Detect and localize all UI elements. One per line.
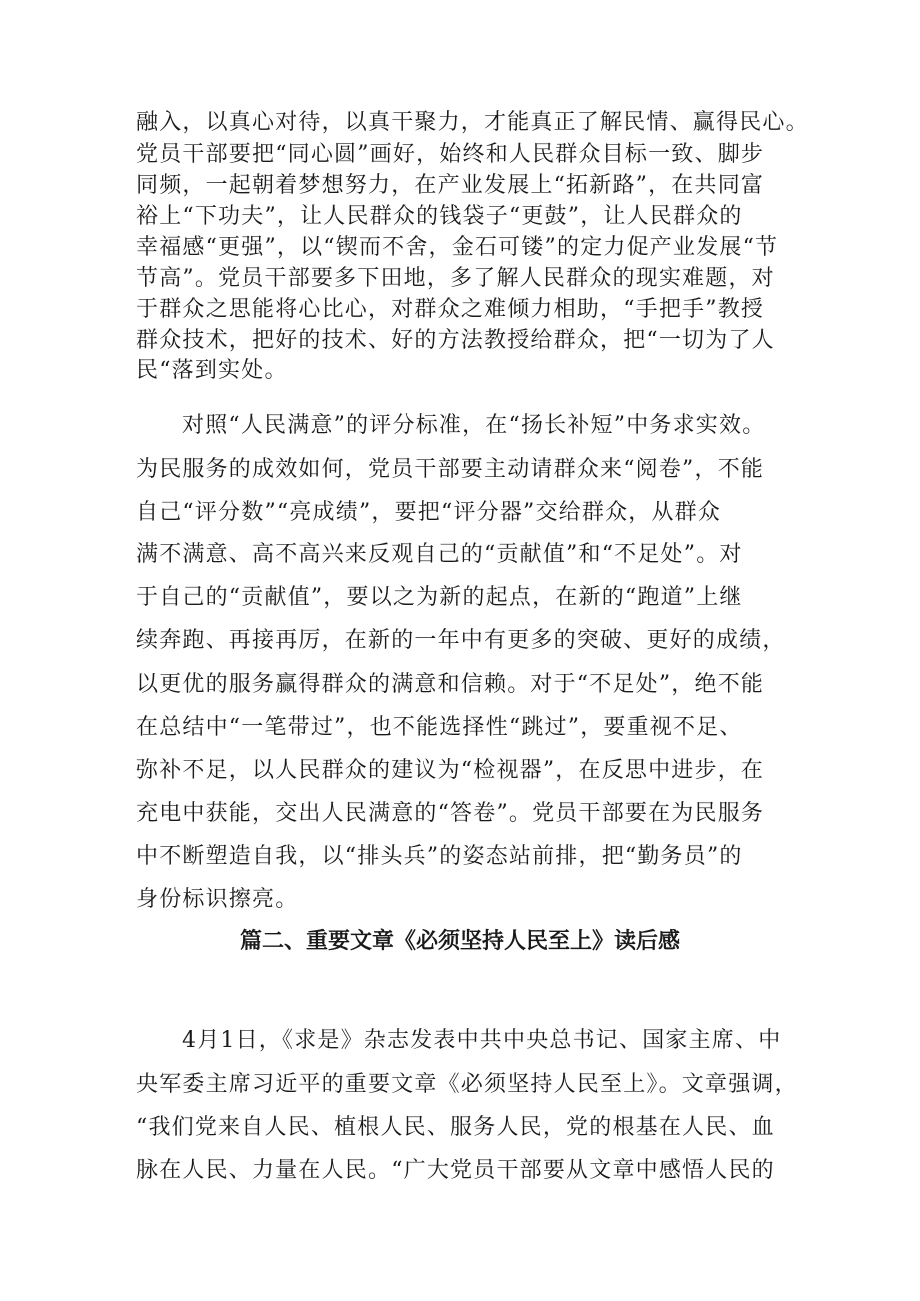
text-line: 对照“人民满意”的评分标准，在“扬长补短”中务求实效。 [182, 413, 766, 438]
text-line: 中不断塑造自我，以“排头兵”的姿态站前排，把“勤务员”的 [136, 844, 743, 869]
text-line: 脉在人民、力量在人民。“广大党员干部要从文章中感悟人民的 [136, 1158, 775, 1183]
text-line: 节高”。党员干部要多下田地，多了解人民群众的现实难题，对 [136, 266, 775, 291]
text-line: 同频，一起朝着梦想努力，在产业发展上“拓新路”，在共同富 [136, 173, 765, 198]
text-line: 以更优的服务赢得群众的满意和信赖。对于“不足处”，绝不能 [136, 672, 765, 697]
text-line: 满不满意、高不高兴来反观自己的“贡献值”和“不足处”。对 [136, 542, 743, 567]
text-line: 融入，以真心对待，以真干聚力，才能真正了解民情、赢得民心。 [136, 110, 809, 135]
text-line: 续奔跑、再接再厉，在新的一年中有更多的突破、更好的成绩， [136, 628, 786, 653]
text-line: 4月1日，《求是》杂志发表中共中央总书记、国家主席、中 [182, 1028, 782, 1053]
text-line: 裕上“下功夫”，让人民群众的钱袋子“更鼓”，让人民群众的 [136, 204, 743, 229]
text-line: 群众技术，把好的技术、好的方法教授给群众，把“一切为了人 [136, 328, 775, 353]
text-line: 自己“评分数”“亮成绩”，要把“评分器”交给群众，从群众 [136, 500, 722, 525]
text-line: 幸福感“更强”，以“锲而不舍，金石可镂”的定力促产业发展“节 [136, 235, 779, 260]
text-line: “我们党来自人民、植根人民、服务人民，党的根基在人民、血 [136, 1115, 775, 1140]
text-line: 党员干部要把“同心圆”画好，始终和人民群众目标一致、脚步 [136, 142, 765, 167]
text-line: 民“落到实处。 [136, 358, 288, 383]
text-line: 充电中获能，交出人民满意的“答卷”。党员干部要在为民服务 [136, 801, 765, 826]
text-line: 弥补不足，以人民群众的建议为“检视器”，在反思中进步，在 [136, 758, 765, 783]
text-line: 于群众之思能将心比心，对群众之难倾力相助，“手把手”教授 [136, 297, 765, 322]
text-line: 在总结中“一笔带过”，也不能选择性“跳过”，要重视不足、 [136, 715, 743, 740]
section-heading: 篇二、重要文章《必须坚持人民至上》读后感 [239, 929, 680, 954]
text-line: 身份标识擦亮。 [136, 887, 299, 912]
text-line: 央军委主席习近平的重要文章《必须坚持人民至上》。文章强调， [136, 1072, 798, 1097]
text-line: 于自己的“贡献值”，要以之为新的起点，在新的“跑道”上继 [136, 585, 743, 610]
text-line: 为民服务的成效如何，党员干部要主动请群众来“阅卷”，不能 [136, 457, 765, 482]
